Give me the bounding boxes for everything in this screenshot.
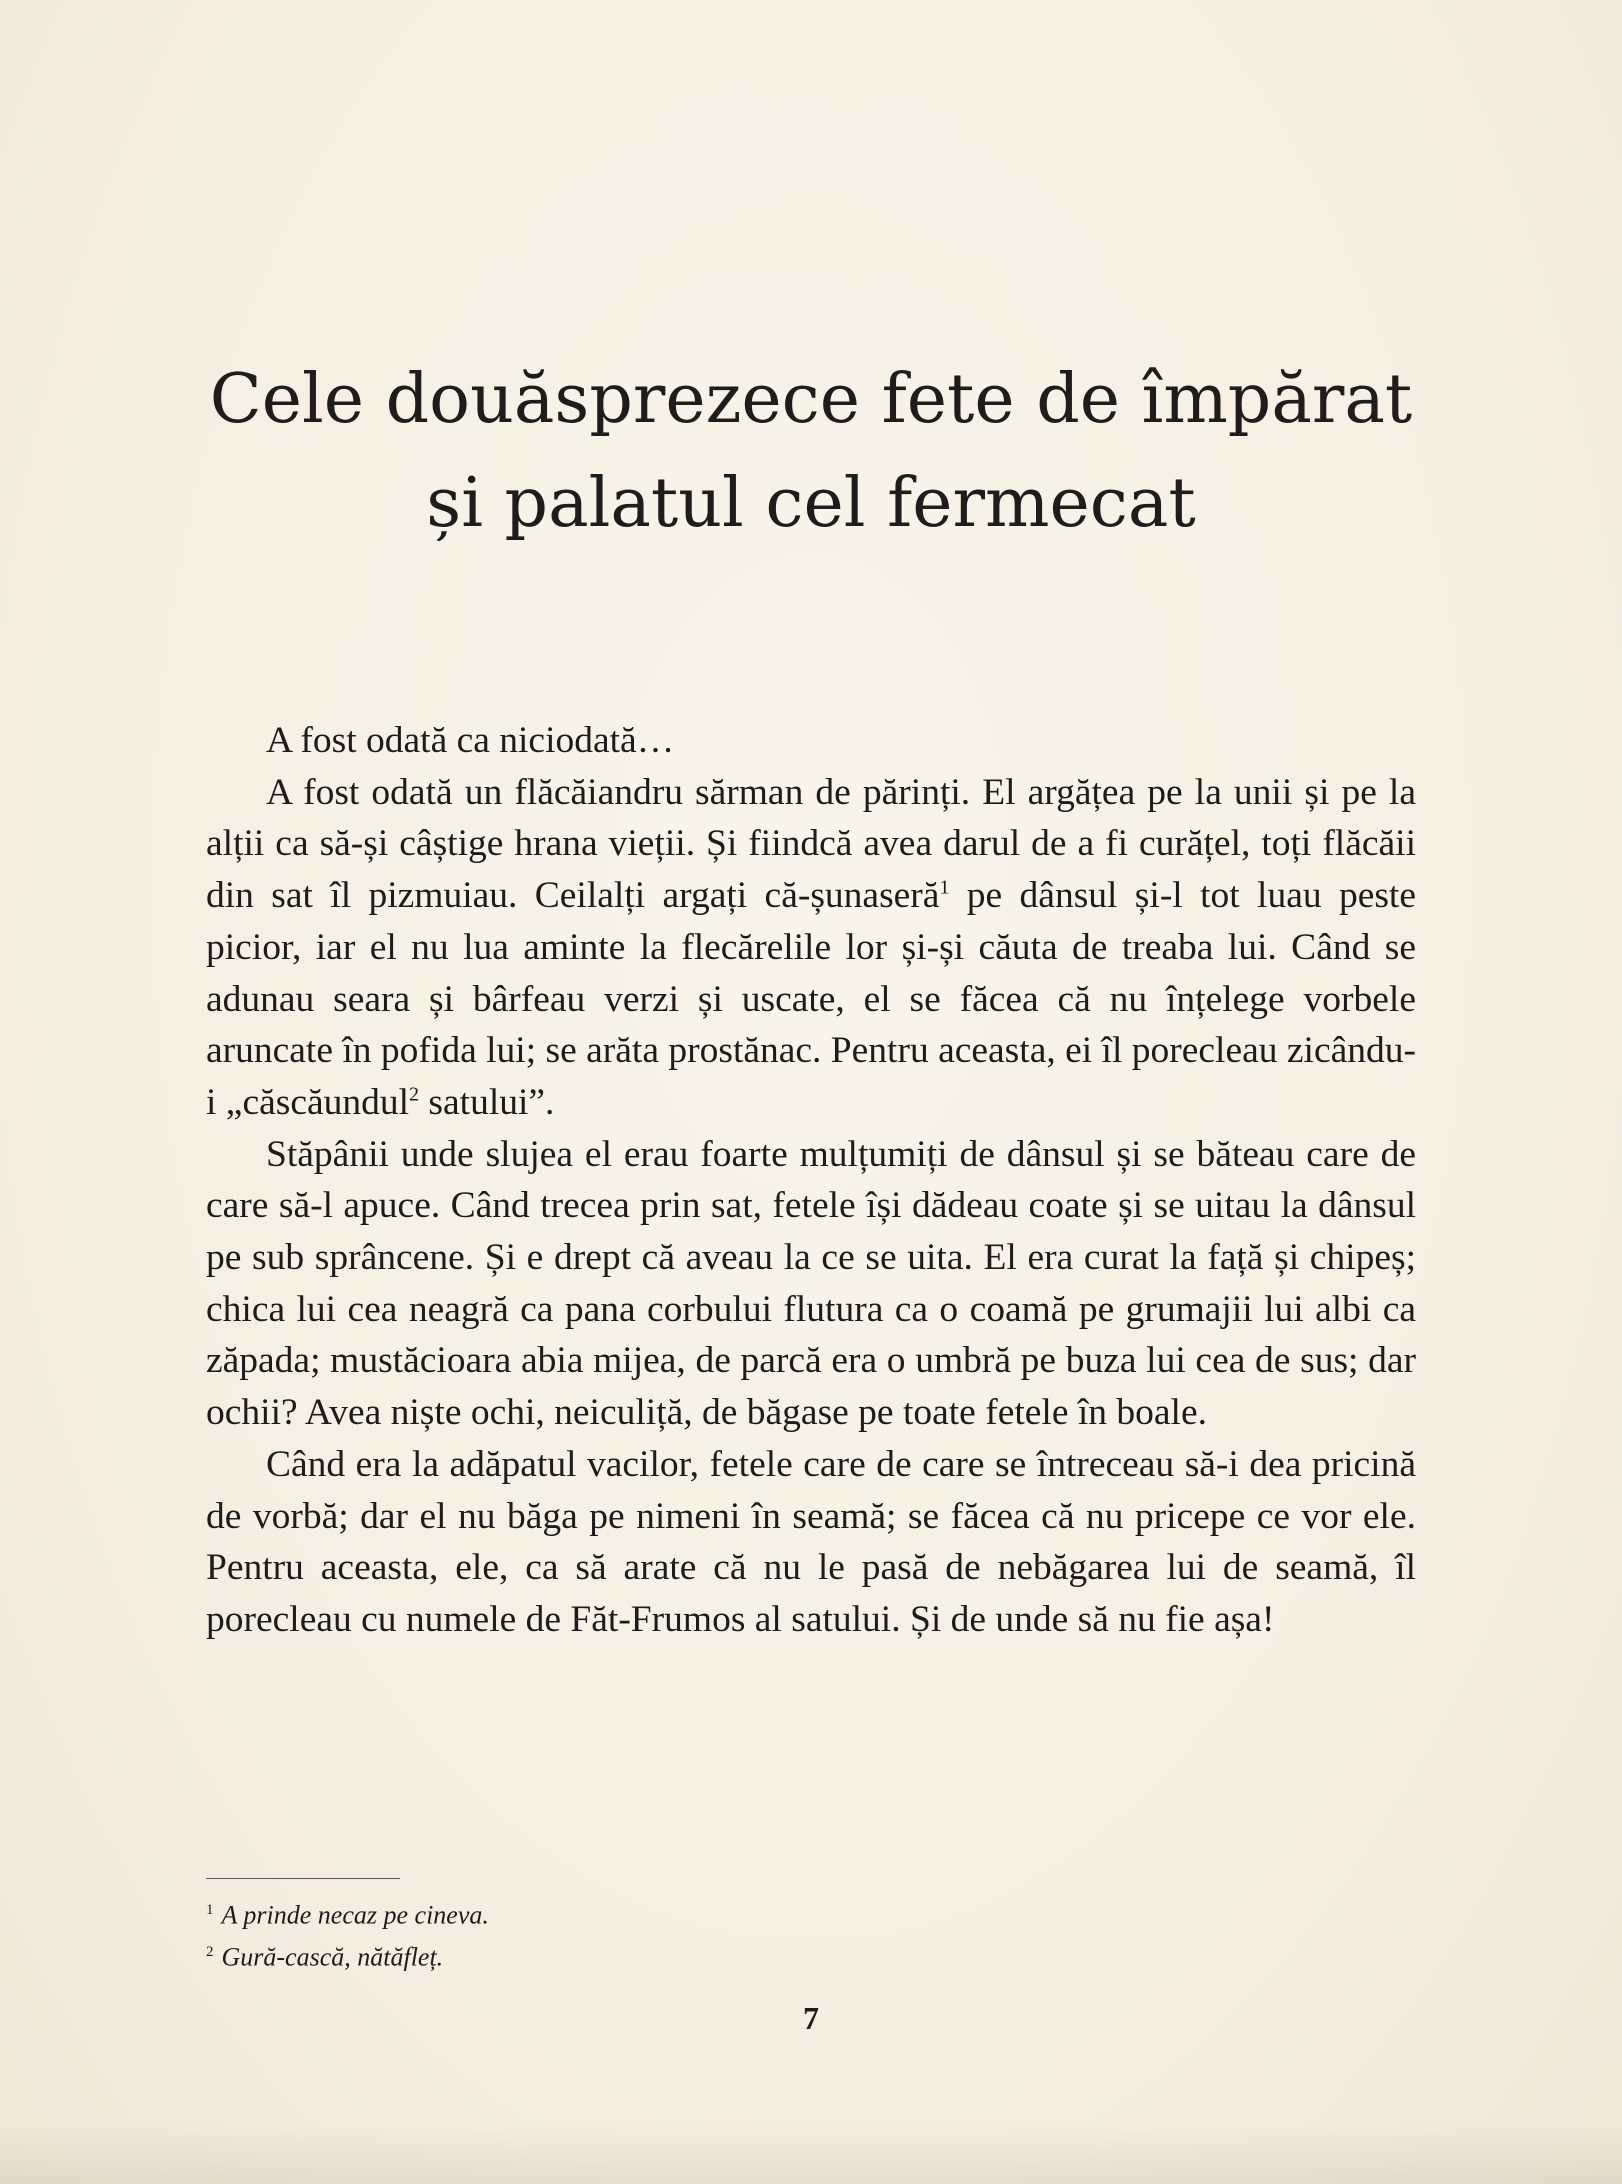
chapter-title	[150, 348, 1472, 556]
paragraph-3: Stăpânii unde slujea el erau foarte mulțumiți de dânsul și se băteau care de care să-l apuce. Când trecea prin sat, fetele își dădeau coate și se uitau la dânsul pe sub sprâncene. Și e drept că aveau la ce se uita. El era curat la față și chipeș; chica lui cea neagră ca pana corbului flutura ca o coamă pe grumajii lui albi ca zăpada; mustăcioara abia mijea, de parcă era o umbră pe buza lui cea de sus; dar ochii? Avea niște ochi, neiculiță, de băgase pe toate fetele în boale.	[206, 1133, 1416, 1434]
page-edge-shadow	[0, 2124, 1622, 2184]
footnote-divider	[206, 1878, 400, 1879]
footnote-1-text: A prinde necaz pe cineva.	[221, 1900, 489, 1930]
footnote-ref-2: 2	[409, 1083, 420, 1106]
footnote-2-number: 2	[206, 1943, 214, 1960]
chapter-title-line-1: Cele douăsprezece fete de împărat	[209, 360, 1413, 439]
chapter-title-line-2: și palatul cel fermecat	[426, 464, 1196, 543]
footnote-2	[206, 1934, 489, 1976]
footnotes	[206, 1892, 489, 1975]
paragraph-4: Când era la adăpatul vacilor, fetele care de care se întreceau să-i dea pricină de vorbă; dar el nu băga pe nimeni în seamă; se făcea că nu pricepe ce vor ele. Pentru aceasta, ele, ca să arate că nu le pasă de nebăgarea lui de seamă, îl porecleau cu numele de Făt-Frumos al satului. Și de unde să nu fie așa!	[206, 1443, 1416, 1640]
page-number: 7	[803, 2000, 819, 2036]
story-text	[206, 715, 1416, 1646]
footnote-2-text: Gură-cască, nătăfleț.	[221, 1942, 444, 1972]
footnote-ref-1: 1	[939, 876, 950, 899]
paragraph-2	[206, 767, 1416, 1129]
footnote-1	[206, 1892, 489, 1934]
paragraph-2-part-a: A fost odată un flăcăiandru sărman de părinți. El argățea pe la unii și pe la alții ca să-și câștige hrana vieții. Și fiindcă avea darul de a fi curățel, toți flăcăii din sat îl pizmuiau. Ceilalți argați că-șunaseră	[206, 771, 1416, 917]
paragraph-2-part-c: satului”.	[419, 1081, 555, 1123]
footnote-1-number: 1	[206, 1902, 214, 1918]
paragraph-1: A fost odată ca niciodată…	[266, 720, 675, 761]
paragraph-2-part-b: pe dânsul și-l tot luau peste picior, iar el nu lua aminte la flecărelile lor și-și căuta de treaba lui. Când se adunau seara și bârfeau verzi și uscate, el se făcea că nu înțelege vorbele aruncate în pofida lui; se arăta prostănac. Pentru aceasta, ei îl porecleau zicându-i „căscăundul	[206, 875, 1416, 1123]
